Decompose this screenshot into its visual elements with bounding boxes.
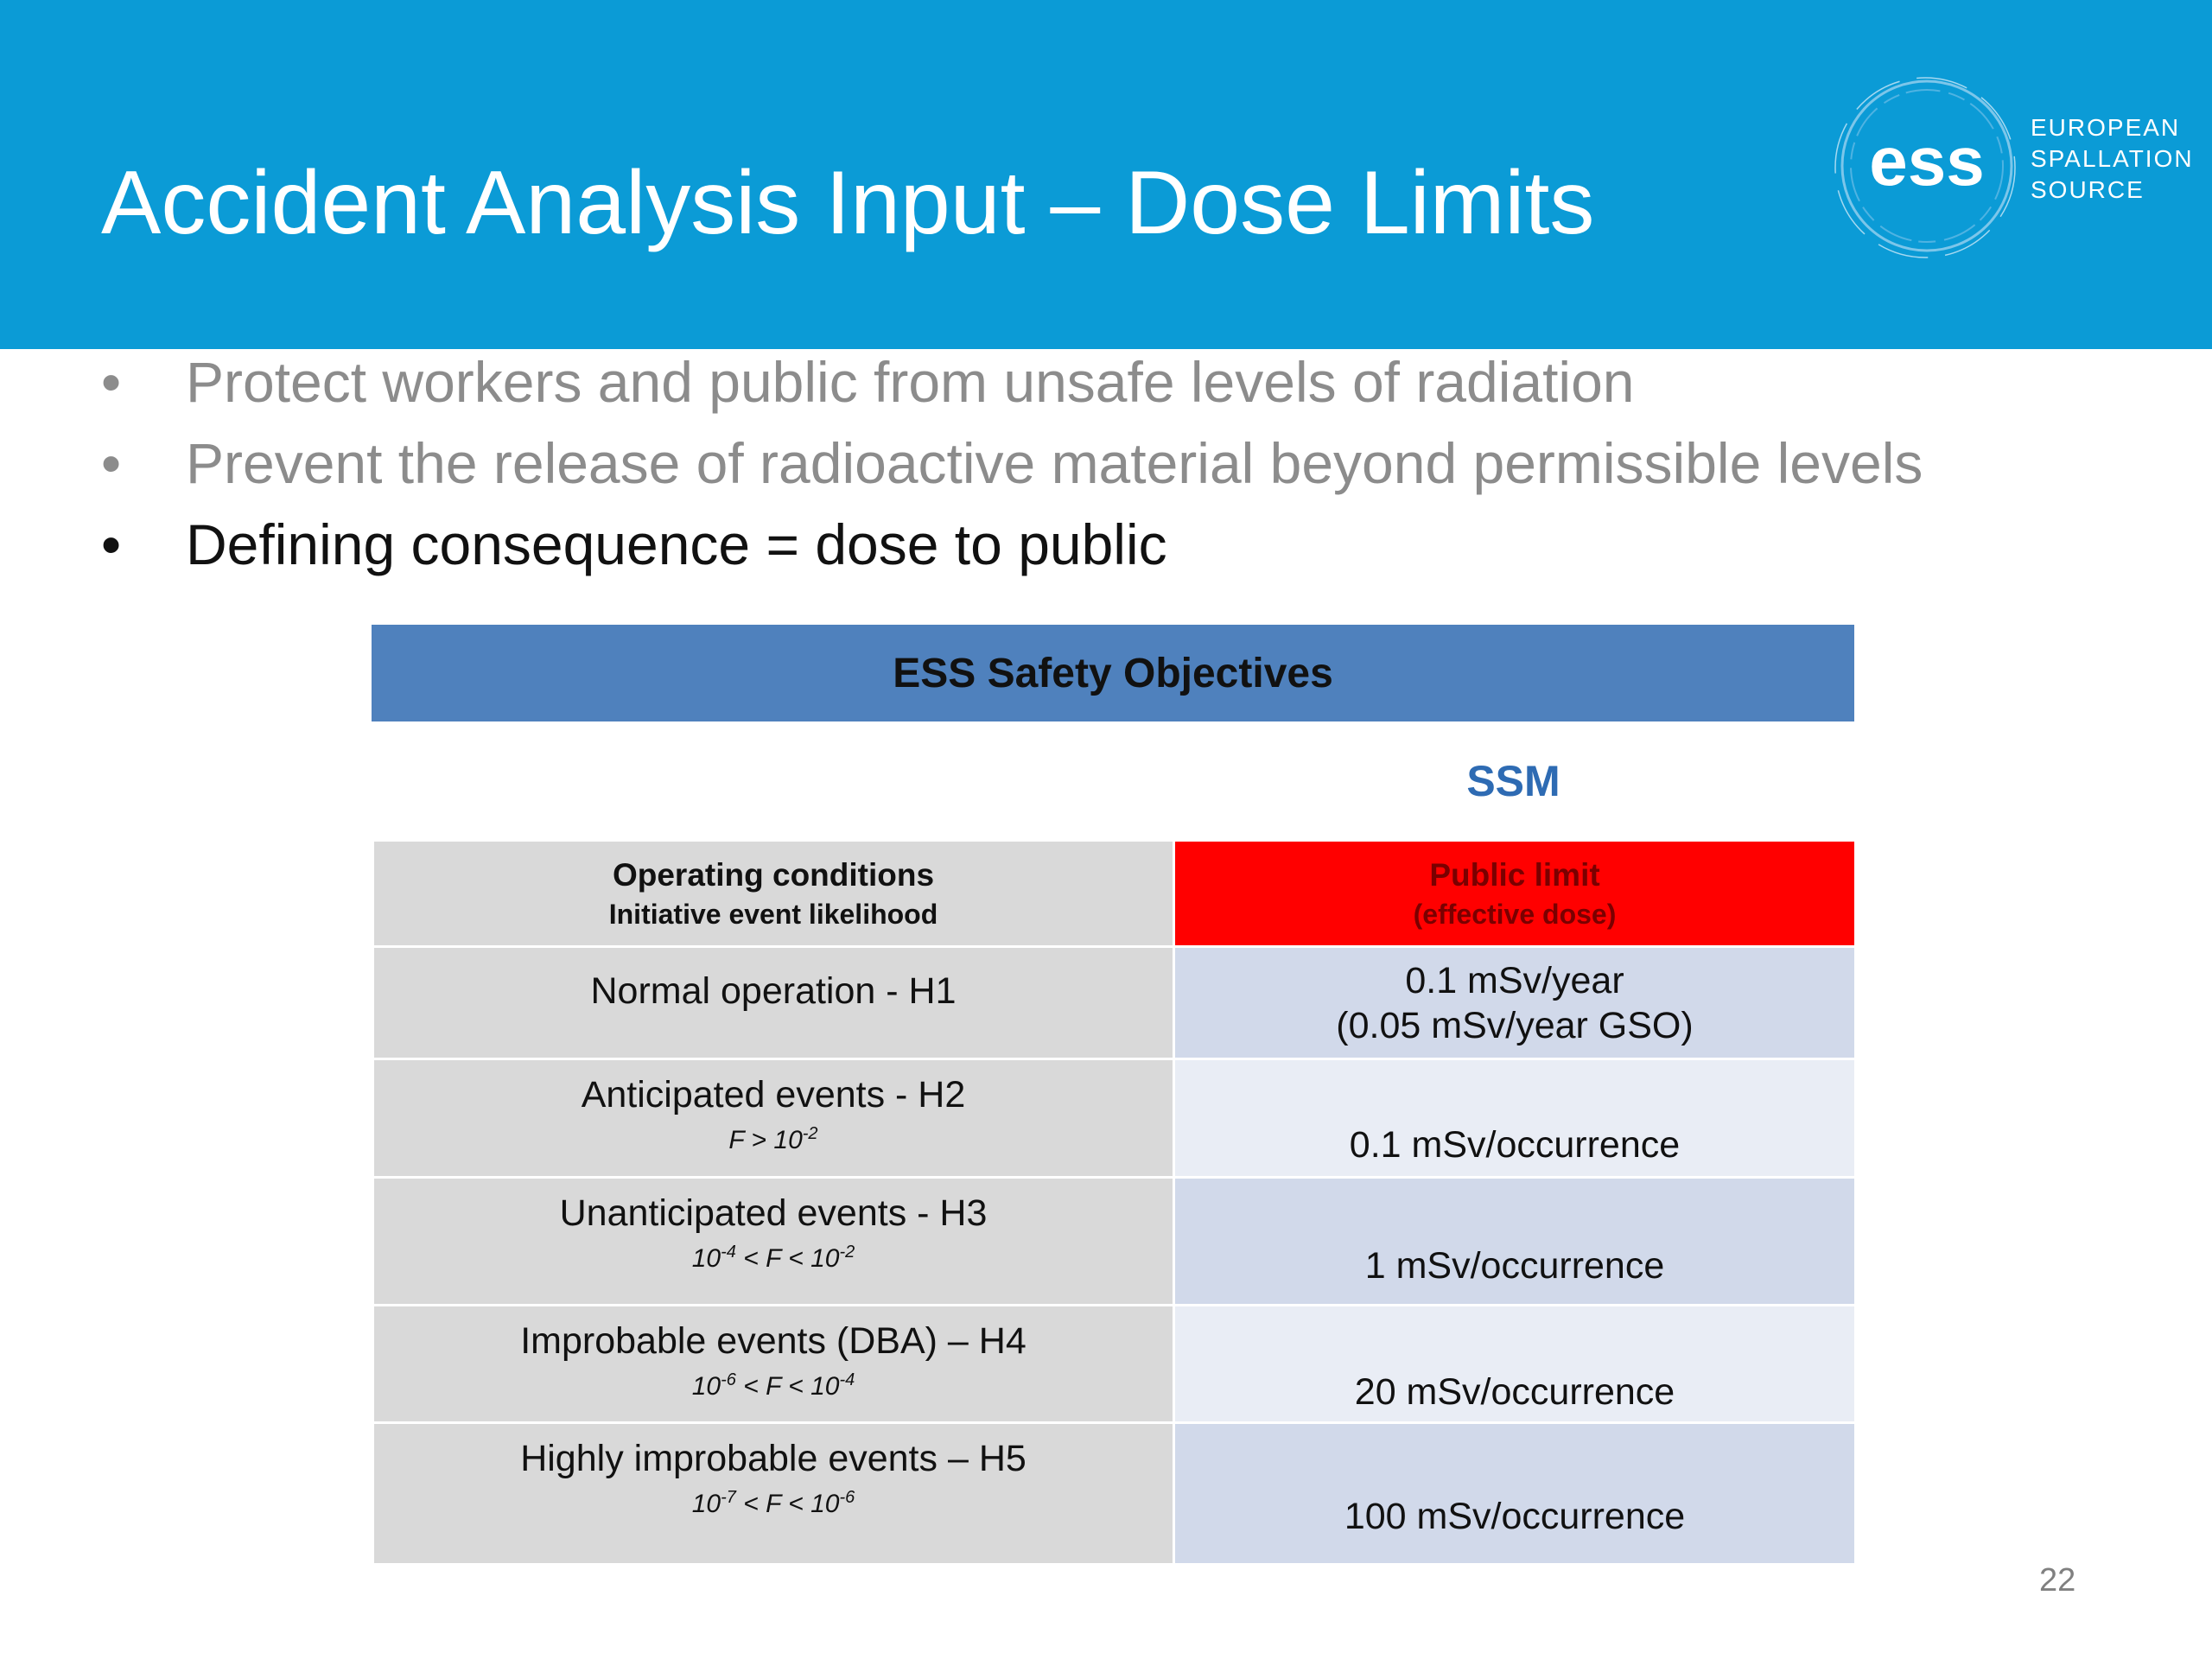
authority-row [372, 721, 1854, 839]
limit-cell [1174, 1306, 1856, 1423]
bullet-item [99, 341, 2173, 423]
limit-value: 20 mSv/occurrence [1354, 1371, 1675, 1413]
bullet-dot-icon: • [101, 350, 122, 414]
limit-cell [1174, 1178, 1856, 1306]
frequency-range: $10^{-4} < F < 10^{-2}$ [691, 1243, 855, 1273]
header-conditions-subtitle: Initiative event likelihood [608, 899, 938, 930]
frequency-range: $10^{-6} < F < 10^{-4}$ [691, 1370, 855, 1401]
page-number: 22 [2039, 1562, 2076, 1599]
condition-name: Highly improbable events – H5 [520, 1438, 1027, 1479]
table-row [373, 1178, 1856, 1306]
limit-cell [1174, 1059, 1856, 1178]
ess-logo-lettering: ess [1869, 123, 1985, 200]
table-header-row [373, 841, 1856, 947]
limit-value: 0.1 mSv/year [1405, 960, 1624, 1001]
limit-cell [1174, 947, 1856, 1059]
header-public-limit [1174, 841, 1856, 947]
bullet-dot-icon: • [101, 512, 122, 576]
condition-cell [373, 1306, 1174, 1423]
header-conditions-title: Operating conditions [612, 857, 935, 893]
limit-value: 0.1 mSv/occurrence [1349, 1124, 1681, 1166]
ess-logo [1832, 71, 2195, 261]
logo-line-1: EUROPEAN [2031, 114, 2181, 141]
bullet-list [99, 341, 2173, 585]
table-row [373, 947, 1856, 1059]
limit-note: (0.05 mSv/year GSO) [1336, 1005, 1694, 1046]
table-row [373, 1423, 1856, 1565]
bullet-text: Protect workers and public from unsafe levels of radiation [186, 350, 1635, 414]
title-banner [0, 0, 2212, 349]
table-banner: ESS Safety Objectives [372, 625, 1854, 721]
logo-caption [2031, 112, 2194, 206]
condition-name: Improbable events (DBA) – H4 [520, 1320, 1027, 1362]
frequency-range: $F > 10^{-2}$ [728, 1124, 818, 1154]
table-row [373, 1059, 1856, 1178]
logo-line-3: SOURCE [2031, 176, 2145, 203]
header-limit-title: Public limit [1429, 857, 1600, 893]
bullet-item [99, 423, 2173, 504]
dose-limit-table [372, 839, 1857, 1566]
limit-value: 1 mSv/occurrence [1364, 1245, 1665, 1287]
condition-cell [373, 1059, 1174, 1178]
limit-value: 100 mSv/occurrence [1344, 1496, 1686, 1537]
safety-objectives-table [372, 625, 1854, 1566]
condition-cell [373, 1423, 1174, 1565]
ess-logo-mark [1832, 71, 2022, 261]
bullet-text: Defining consequence = dose to public [186, 512, 1167, 576]
condition-name: Normal operation - H1 [590, 970, 957, 1012]
frequency-range: $10^{-7} < F < 10^{-6}$ [691, 1488, 855, 1518]
slide-title: Accident Analysis Input – Dose Limits [101, 153, 1595, 253]
bullet-dot-icon: • [101, 431, 122, 495]
header-limit-subtitle: (effective dose) [1413, 899, 1617, 930]
header-conditions [373, 841, 1174, 947]
condition-cell [373, 1178, 1174, 1306]
authority-label: SSM [1466, 757, 1560, 805]
logo-line-2: SPALLATION [2031, 145, 2194, 172]
condition-cell [373, 947, 1174, 1059]
limit-cell [1174, 1423, 1856, 1565]
condition-name: Unanticipated events - H3 [559, 1192, 988, 1234]
bullet-text: Prevent the release of radioactive material beyond permissible levels [186, 431, 1923, 495]
bullet-item [99, 504, 2173, 585]
table-row [373, 1306, 1856, 1423]
condition-name: Anticipated events - H2 [581, 1074, 966, 1116]
